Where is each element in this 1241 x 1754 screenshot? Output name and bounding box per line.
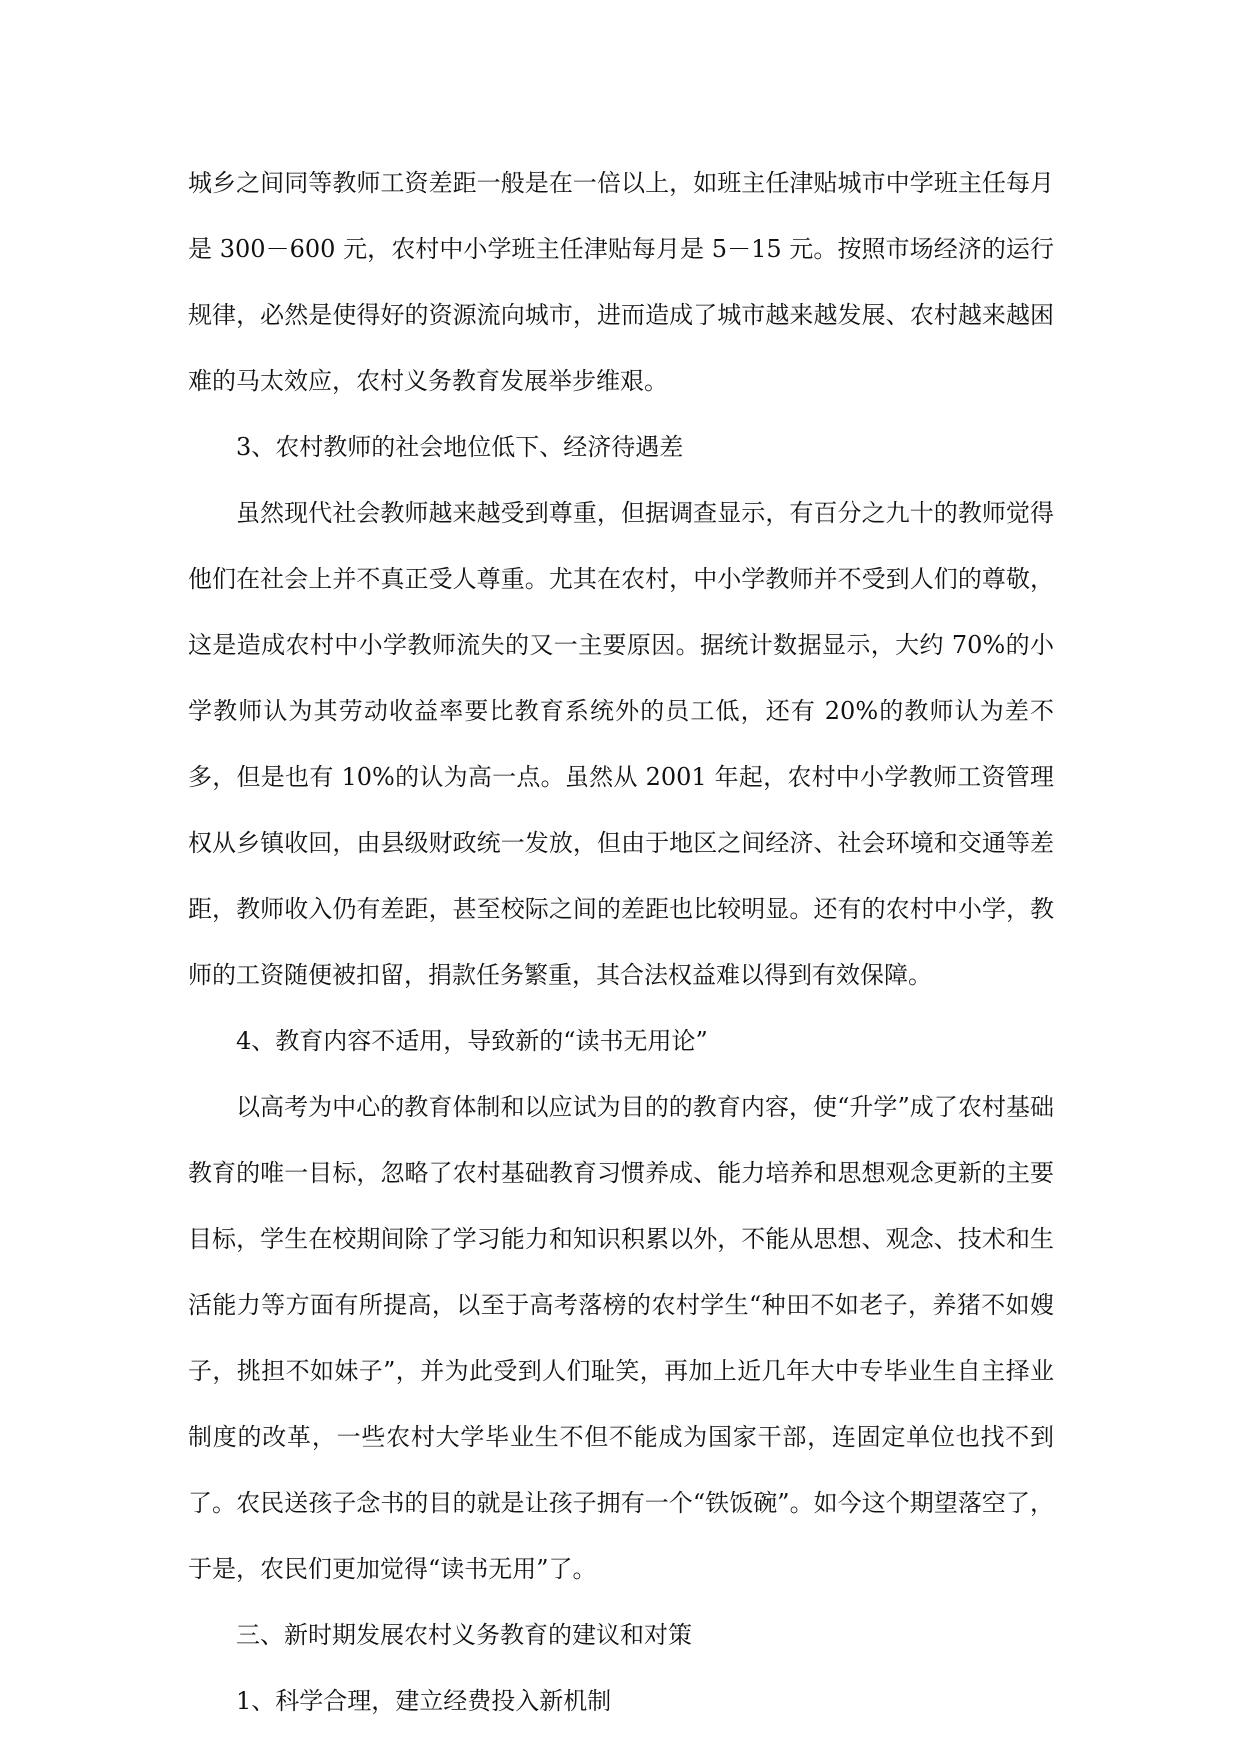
section-heading-suggestions: 三、新时期发展农村义务教育的建议和对策 bbox=[236, 1621, 692, 1649]
paragraph-education-content: 以高考为中心的教育体制和以应试为目的的教育内容，使“升学”成了农村基础教育的唯一目标，忽略了农村基础教育习惯养成、能力培养和思想观念更新的主要目标，学生在校期间除了学习能力和知识积累以外，不能从思想、观念、技术和生活能力等方面有所提高，以至于高考落榜的农村学生“种田不如老子，养猪不如嫂子，挑担不如妹子”，并为此受到人们耻笑，再加上近几年大中专毕业生自主择业制度的改革，一些农村大学毕业生不但不能成为国家干部，连固定单位也找不到了。农民送孩子念书的目的就是让孩子拥有一个“铁饭碗”。如今这个期望落空了，于是，农民们更加觉得“读书无用”了。 bbox=[188, 1093, 1054, 1583]
paragraph-teacher-salary-gap: 城乡之间同等教师工资差距一般是在一倍以上，如班主任津贴城市中学班主任每月是 300－600 元，农村中小学班主任津贴每月是 5－15 元。按照市场经济的运行规律，必然是使得好的资源流向城市，进而造成了城市越来越发展、农村越来越困难的马太效应，农村义务教育发展举步维艰。 bbox=[188, 169, 1054, 395]
heading-teacher-status: 3、农村教师的社会地位低下、经济待遇差 bbox=[236, 433, 684, 461]
paragraph-teacher-status: 虽然现代社会教师越来越受到尊重，但据调查显示，有百分之九十的教师觉得他们在社会上并不真正受人尊重。尤其在农村，中小学教师并不受到人们的尊敬，这是造成农村中小学教师流失的又一主要原因。据统计数据显示，大约 70%的小学教师认为其劳动收益率要比教育系统外的员工低，还有 20%的教师认为差不多，但是也有 10%的认为高一点。虽然从 2001 年起，农村中小学教师工资管理权从乡镇收回，由县级财政统一发放，但由于地区之间经济、社会环境和交通等差距，教师收入仍有差距，甚至校际之间的差距也比较明显。还有的农村中小学，教师的工资随便被扣留，捐款任务繁重，其合法权益难以得到有效保障。 bbox=[188, 499, 1054, 989]
heading-funding-mechanism: 1、科学合理，建立经费投入新机制 bbox=[236, 1687, 612, 1715]
heading-education-content: 4、教育内容不适用，导致新的“读书无用论” bbox=[236, 1027, 708, 1055]
document-page bbox=[188, 150, 1054, 1734]
